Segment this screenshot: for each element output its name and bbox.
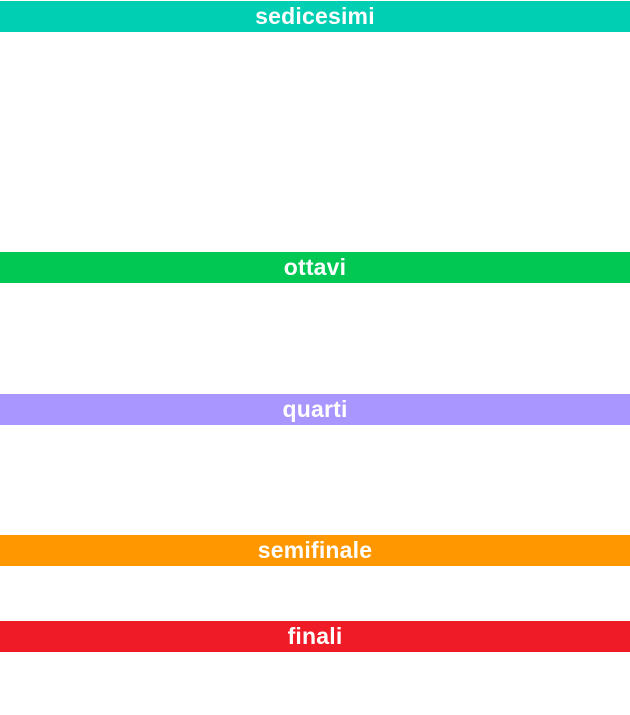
stage-title: semifinale bbox=[257, 537, 373, 563]
stage-header-semifinale bbox=[0, 535, 630, 566]
stage-title: sedicesimi bbox=[255, 3, 375, 29]
stage-header-sedicesimi bbox=[0, 1, 630, 32]
stage-title: finali bbox=[287, 623, 343, 649]
stage-header-quarti bbox=[0, 394, 630, 425]
stage-title: ottavi bbox=[283, 254, 347, 280]
stage-title: quarti bbox=[282, 396, 348, 422]
stage-header-finali bbox=[0, 621, 630, 652]
stage-header-ottavi bbox=[0, 252, 630, 283]
